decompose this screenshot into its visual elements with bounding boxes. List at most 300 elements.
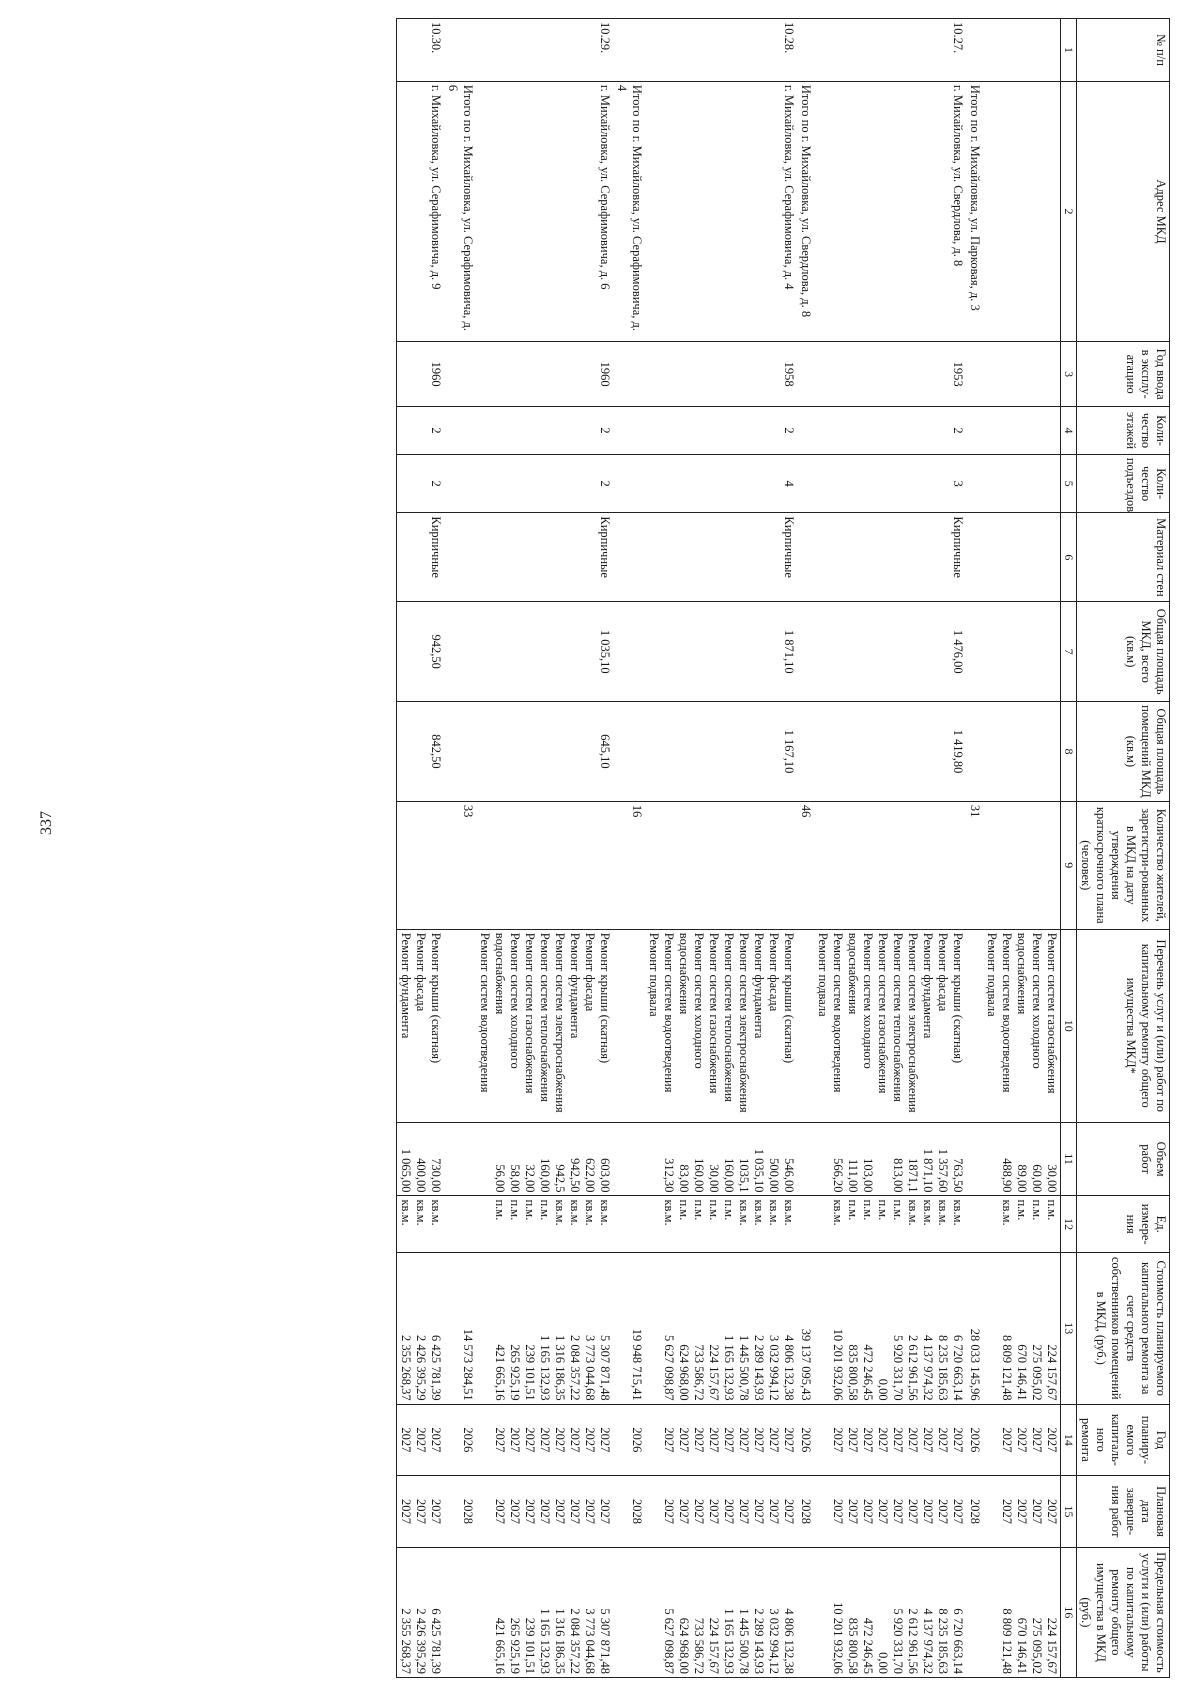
cell-line: 5 920 331,70	[891, 1608, 905, 1674]
cell-line: 5 307 871,48	[598, 1608, 612, 1674]
cell-line: 2027	[1030, 1427, 1044, 1453]
cell-line: 421 665,16	[493, 1344, 507, 1401]
cost-limit	[983, 1547, 1061, 1677]
cell-line: 1 357,60	[936, 1148, 950, 1193]
work-list	[397, 929, 445, 1122]
area-rooms: 1 167,10	[645, 702, 797, 802]
wall-material: Кирпичные	[476, 513, 613, 602]
table-row	[814, 19, 966, 1678]
area-total	[966, 602, 983, 702]
cell-line: Ремонт систем холодного водоснабжения	[846, 932, 875, 1069]
area-rooms	[444, 702, 476, 802]
cell-line: 5 920 331,70	[891, 1335, 905, 1401]
cell-line: 2 612 961,56	[906, 1335, 920, 1401]
cell-line: 2027	[538, 1427, 552, 1453]
area-total	[983, 602, 1061, 702]
wall-material	[966, 513, 983, 602]
cell-line: п.м.	[677, 1199, 691, 1221]
repair-year: 2026	[966, 1404, 983, 1476]
cell-line: 5 627 098,87	[662, 1608, 676, 1674]
cell-line: 6 720 663,14	[951, 1335, 965, 1401]
cell-line: 730,00	[429, 1158, 443, 1193]
header-cell: Количество жителей, зарегистри-рованных в МКД на дату утверждения краткосрочного плана (человек)	[1077, 801, 1170, 929]
entrances	[613, 454, 645, 513]
cell-line: 89,00	[1015, 1164, 1029, 1193]
area-rooms: 645,10	[476, 702, 613, 802]
residents: 31	[966, 801, 983, 929]
year-built	[983, 342, 1061, 407]
cell-line: Ремонт фасада	[936, 932, 950, 1012]
area-rooms	[983, 702, 1061, 802]
total-row	[444, 19, 476, 1678]
cell-line: кв.м.	[782, 1199, 796, 1226]
cell-line: 624 968,00	[677, 1344, 691, 1401]
area-total: 1 476,00	[814, 602, 966, 702]
cell-line: Ремонт систем теплоснабжения	[891, 932, 905, 1102]
area-rooms: 842,50	[397, 702, 445, 802]
address	[983, 81, 1061, 341]
cell-line: 2027	[1045, 1498, 1059, 1524]
work-cost	[814, 1252, 966, 1404]
cost-limit	[613, 1547, 645, 1677]
total-label: Итого по г. Михайловка, ул. Свердлова, д. 8	[797, 81, 814, 341]
cell-line: Ремонт фундамента	[752, 932, 766, 1039]
cell-line: п.м.	[538, 1199, 552, 1221]
residents: 46	[797, 801, 814, 929]
entrances: 2	[397, 454, 445, 513]
cell-line: 2 084 357,22	[568, 1335, 582, 1401]
column-number: 3	[1061, 342, 1077, 407]
work-list	[444, 929, 476, 1122]
cell-line: 3 773 044,68	[583, 1335, 597, 1401]
work-unit	[397, 1196, 445, 1252]
year-built	[797, 342, 814, 407]
cell-line: Ремонт подвала	[816, 932, 830, 1017]
cell-line: 1 165 132,93	[722, 1608, 736, 1674]
cell-line: 2 426 395,29	[414, 1608, 428, 1674]
cell-line: 2027	[846, 1498, 860, 1524]
work-volume	[797, 1122, 814, 1196]
work-list	[613, 929, 645, 1122]
work-volume	[983, 1122, 1061, 1196]
cell-line: 2027	[568, 1427, 582, 1453]
cell-line: 1 165 132,93	[722, 1335, 736, 1401]
floors: 2	[397, 407, 445, 455]
wall-material: Кирпичные	[645, 513, 797, 602]
work-volume	[613, 1122, 645, 1196]
total-cost: 14 573 284,51	[444, 1252, 476, 1404]
cell-line: п.м.	[1045, 1199, 1059, 1221]
work-list	[476, 929, 613, 1122]
cell-line: 2 612 961,56	[906, 1608, 920, 1674]
header-cell: Ед. измере-ния	[1077, 1196, 1170, 1252]
cell-line: Ремонт подвала	[647, 932, 661, 1017]
address: г. Михайловка, ул. Серафимовича, д. 4	[645, 81, 797, 341]
cell-line: Ремонт систем газоснабжения	[523, 932, 537, 1094]
area-total: 942,50	[397, 602, 445, 702]
cell-line: 813,00	[891, 1158, 905, 1193]
cell-line: 2027	[598, 1498, 612, 1524]
cell-line: 2027	[538, 1498, 552, 1524]
cell-line: 2027	[722, 1498, 736, 1524]
work-volume	[814, 1122, 966, 1196]
cell-line: 160,00	[538, 1158, 552, 1193]
cell-line: 2027	[1030, 1498, 1044, 1524]
header-cell: Год ввода в эксплу-атацию	[1077, 342, 1170, 407]
cell-line: Ремонт систем водоотведения	[662, 932, 676, 1093]
column-number: 8	[1061, 702, 1077, 802]
cell-line: 500,00	[767, 1158, 781, 1193]
cell-line: 275 095,02	[1030, 1617, 1044, 1674]
entrances	[797, 454, 814, 513]
cell-line: 670 146,41	[1015, 1617, 1029, 1674]
cell-line: п.м.	[1015, 1199, 1029, 1221]
work-unit	[814, 1196, 966, 1252]
row-number	[966, 19, 983, 82]
cell-line: 2027	[876, 1427, 890, 1453]
cell-line: 265 925,19	[508, 1617, 522, 1674]
total-cost: 19 948 715,41	[613, 1252, 645, 1404]
cell-line: 10 201 932,06	[831, 1328, 845, 1401]
floors	[444, 407, 476, 455]
cell-line: кв.м.	[752, 1199, 766, 1226]
floors: 2	[814, 407, 966, 455]
cell-line: 8 235 185,63	[936, 1335, 950, 1401]
cell-line: кв.м.	[921, 1199, 935, 1226]
cell-line: 3 773 044,68	[583, 1608, 597, 1674]
header-cell: № п/п	[1077, 19, 1170, 82]
cell-line: 2027	[876, 1498, 890, 1524]
cell-line: Ремонт систем электроснабжения	[737, 932, 751, 1113]
cell-line: 2027	[861, 1427, 875, 1453]
entrances	[983, 454, 1061, 513]
entrances	[444, 454, 476, 513]
cell-line: 2 084 357,22	[568, 1608, 582, 1674]
cell-line: 2027	[692, 1498, 706, 1524]
cell-line: 4 806 132,38	[782, 1335, 796, 1401]
area-total	[797, 602, 814, 702]
cell-line: 60,00	[1030, 1164, 1044, 1193]
cell-line: 670 146,41	[1015, 1344, 1029, 1401]
header-cell: Материал стен	[1077, 513, 1170, 602]
cell-line: кв.м.	[583, 1199, 597, 1226]
table-row	[397, 19, 445, 1678]
cell-line: 1 035,10	[752, 1148, 766, 1193]
page-number: 337	[38, 811, 55, 835]
cell-line: п.м.	[861, 1199, 875, 1221]
total-row	[797, 19, 814, 1678]
cell-line: 2027	[493, 1498, 507, 1524]
year-built: 1958	[645, 342, 797, 407]
column-number: 6	[1061, 513, 1077, 602]
cell-line: 8 809 121,48	[1000, 1608, 1014, 1674]
cell-line: Ремонт систем электроснабжения	[906, 932, 920, 1113]
cell-line: кв.м.	[906, 1199, 920, 1226]
cell-line: Ремонт крыши (скатная)	[951, 932, 965, 1064]
cell-line: 835 800,58	[846, 1617, 860, 1674]
cell-line: 3 032 994,12	[767, 1608, 781, 1674]
cell-line: 224 157,67	[1045, 1344, 1059, 1401]
cell-line: кв.м.	[598, 1199, 612, 1226]
cell-line: 2027	[936, 1427, 950, 1453]
cell-line: 400,00	[414, 1158, 428, 1193]
column-number-row	[1061, 19, 1077, 1678]
column-number: 12	[1061, 1196, 1077, 1252]
cell-line: Ремонт систем газоснабжения	[876, 932, 890, 1094]
column-number: 2	[1061, 81, 1077, 341]
cell-line: 2027	[767, 1427, 781, 1453]
cell-line: 2027	[1015, 1498, 1029, 1524]
cell-line: п.м.	[722, 1199, 736, 1221]
end-date: 2028	[966, 1476, 983, 1548]
cell-line: п.м.	[876, 1199, 890, 1221]
year-built: 1960	[476, 342, 613, 407]
cell-line: Ремонт фундамента	[568, 932, 582, 1039]
cell-line: 1 316 186,35	[553, 1335, 567, 1401]
cell-line: 2027	[399, 1427, 413, 1453]
cell-line: Ремонт систем холодного водоснабжения	[493, 932, 522, 1069]
cell-line: 1 871,10	[921, 1148, 935, 1193]
cell-line: 2027	[951, 1498, 965, 1524]
area-total	[444, 602, 476, 702]
cost-limit	[476, 1547, 613, 1677]
cell-line: 2027	[921, 1427, 935, 1453]
end-date: 2028	[613, 1476, 645, 1548]
cell-line: Ремонт систем газоснабжения	[707, 932, 721, 1094]
cell-line: 2027	[568, 1498, 582, 1524]
cell-line: 32,00	[523, 1164, 537, 1193]
cell-line: кв.м.	[1000, 1199, 1014, 1226]
cell-line: 1 165 132,93	[538, 1335, 552, 1401]
cell-line: 2027	[429, 1498, 443, 1524]
area-rooms	[966, 702, 983, 802]
total-label: Итого по г. Михайловка, ул. Серафимовича, д. 4	[613, 81, 645, 341]
cell-line: 2027	[921, 1498, 935, 1524]
cell-line: 2027	[707, 1498, 721, 1524]
total-cost: 28 033 145,96	[966, 1252, 983, 1404]
row-number: 10.28.	[645, 19, 797, 82]
cell-line	[875, 1126, 890, 1193]
residents	[983, 801, 1061, 929]
row-number: 10.29.	[476, 19, 613, 82]
cell-line: кв.м.	[767, 1199, 781, 1226]
end-date	[397, 1476, 445, 1548]
total-row	[613, 19, 645, 1678]
cell-line: 0,00	[876, 1378, 890, 1401]
cell-line: 2027	[936, 1498, 950, 1524]
cost-limit	[397, 1547, 445, 1677]
year-built	[966, 342, 983, 407]
entrances: 2	[476, 454, 613, 513]
cell-line: 5 307 871,48	[598, 1335, 612, 1401]
cell-line: Ремонт систем водоотведения	[831, 932, 845, 1093]
residents	[476, 801, 613, 929]
cell-line: Ремонт систем теплоснабжения	[538, 932, 552, 1102]
cell-line: 2027	[1045, 1427, 1059, 1453]
cell-line: 622,00	[583, 1158, 597, 1193]
column-number: 11	[1061, 1122, 1077, 1196]
work-list	[814, 929, 966, 1122]
area-rooms	[797, 702, 814, 802]
cell-line: 603,00	[598, 1158, 612, 1193]
row-number	[797, 19, 814, 82]
cell-line: 2027	[846, 1427, 860, 1453]
header-cell: Перечень услуг и (или) работ по капитальному ремонту общего имущества МКД*	[1077, 929, 1170, 1122]
cell-line: 2027	[831, 1427, 845, 1453]
cell-line: 2 355 268,37	[399, 1335, 413, 1401]
column-number: 9	[1061, 801, 1077, 929]
cell-line: кв.м.	[936, 1199, 950, 1226]
cost-limit	[966, 1547, 983, 1677]
cell-line: п.м.	[707, 1199, 721, 1221]
column-number: 16	[1061, 1547, 1077, 1677]
cell-line: 2027	[906, 1498, 920, 1524]
cell-line: 2027	[782, 1498, 796, 1524]
repair-year	[645, 1404, 797, 1476]
area-total: 1 871,10	[645, 602, 797, 702]
cell-line: 4 137 974,32	[921, 1335, 935, 1401]
cell-line: 2027	[553, 1498, 567, 1524]
cell-line: 2 289 143,93	[752, 1335, 766, 1401]
wall-material	[613, 513, 645, 602]
column-number: 4	[1061, 407, 1077, 455]
work-volume	[444, 1122, 476, 1196]
cell-line: Ремонт подвала	[985, 932, 999, 1017]
work-list	[983, 929, 1061, 1122]
cell-line: Ремонт систем водоотведения	[1000, 932, 1014, 1093]
cell-line: 2027	[583, 1427, 597, 1453]
cell-line: кв.м.	[737, 1199, 751, 1226]
cell-line: кв.м.	[568, 1199, 582, 1226]
cell-line: кв.м.	[951, 1199, 965, 1226]
row-number	[444, 19, 476, 82]
cell-line: 265 925,19	[508, 1344, 522, 1401]
total-label: Итого по г. Михайловка, ул. Парковая, д. 3	[966, 81, 983, 341]
cell-line: 2027	[951, 1427, 965, 1453]
cell-line: 2027	[523, 1427, 537, 1453]
cell-line: 1 165 132,93	[538, 1608, 552, 1674]
repair-year: 2026	[613, 1404, 645, 1476]
cell-line: 2027	[523, 1498, 537, 1524]
end-date	[814, 1476, 966, 1548]
cell-line: 5 627 098,87	[662, 1335, 676, 1401]
cell-line: п.м.	[1030, 1199, 1044, 1221]
cell-line: 566,20	[831, 1158, 845, 1193]
cell-line: 224 157,67	[707, 1617, 721, 1674]
cell-line: 2027	[677, 1427, 691, 1453]
cell-line: п.м.	[493, 1199, 507, 1221]
wall-material	[797, 513, 814, 602]
cell-line: 2027	[906, 1427, 920, 1453]
cell-line: 2027	[662, 1498, 676, 1524]
column-number: 10	[1061, 929, 1077, 1122]
cell-line: кв.м.	[553, 1199, 567, 1226]
end-date: 2028	[444, 1476, 476, 1548]
table-row	[645, 19, 797, 1678]
cell-line: 103,00	[861, 1158, 875, 1193]
column-number: 13	[1061, 1252, 1077, 1404]
cell-line: 1035,1	[737, 1158, 751, 1193]
cell-line: 224 157,67	[1045, 1617, 1059, 1674]
cell-line: Ремонт фундамента	[921, 932, 935, 1039]
cell-line: п.м.	[692, 1199, 706, 1221]
cell-line: 1 065,00	[399, 1148, 413, 1193]
cell-line: Ремонт систем водоотведения	[478, 932, 492, 1093]
cell-line: 2027	[722, 1427, 736, 1453]
header-row	[1077, 19, 1170, 1678]
cell-line: 2027	[861, 1498, 875, 1524]
cell-line: 2027	[553, 1427, 567, 1453]
cell-line: 2027	[493, 1427, 507, 1453]
work-cost	[397, 1252, 445, 1404]
area-total	[613, 602, 645, 702]
entrances: 4	[645, 454, 797, 513]
cell-line: 58,00	[508, 1164, 522, 1193]
residents	[397, 801, 445, 929]
floors: 2	[476, 407, 613, 455]
repair-year	[983, 1404, 1061, 1476]
cell-line: 421 665,16	[493, 1617, 507, 1674]
year-built: 1953	[814, 342, 966, 407]
cell-line: Ремонт крыши (скатная)	[429, 932, 443, 1064]
address: г. Михайловка, ул. Свердлова, д. 8	[814, 81, 966, 341]
cell-line: 2027	[767, 1498, 781, 1524]
cell-line: 2 426 395,29	[414, 1335, 428, 1401]
cell-line: 239 101,51	[523, 1344, 537, 1401]
column-number: 14	[1061, 1404, 1077, 1476]
cell-line: Ремонт фасада	[414, 932, 428, 1012]
cell-line: кв.м.	[429, 1199, 443, 1226]
row-number	[983, 19, 1061, 82]
cell-line: 546,00	[782, 1158, 796, 1193]
residents	[645, 801, 797, 929]
cell-line: 2027	[831, 1498, 845, 1524]
cell-line: 2027	[707, 1427, 721, 1453]
cell-line: Ремонт систем теплоснабжения	[722, 932, 736, 1102]
cell-line: 2027	[782, 1427, 796, 1453]
header-cell: Объем работ	[1077, 1122, 1170, 1196]
cell-line: 312,30	[662, 1158, 676, 1193]
floors	[983, 407, 1061, 455]
work-list	[966, 929, 983, 1122]
cell-line: 2027	[891, 1498, 905, 1524]
cell-line: 2027	[752, 1498, 766, 1524]
row-number: 10.30.	[397, 19, 445, 82]
header-cell: Адрес МКД	[1077, 81, 1170, 341]
cell-line: Ремонт систем холодного водоснабжения	[1015, 932, 1044, 1069]
cell-line: 2027	[598, 1427, 612, 1453]
cell-line: 2027	[692, 1427, 706, 1453]
cell-line: 4 806 132,38	[782, 1608, 796, 1674]
row-number: 10.27.	[814, 19, 966, 82]
cell-line: 2027	[677, 1498, 691, 1524]
work-cost	[476, 1252, 613, 1404]
work-cost	[983, 1252, 1061, 1404]
cell-line: 56,00	[493, 1164, 507, 1193]
wall-material: Кирпичные	[397, 513, 445, 602]
cell-line: 2027	[1015, 1427, 1029, 1453]
cell-line: кв.м.	[831, 1199, 845, 1226]
entrances	[966, 454, 983, 513]
repair-plan-table	[396, 18, 1170, 1678]
area-rooms	[613, 702, 645, 802]
cell-line: 2027	[1000, 1498, 1014, 1524]
cell-line: Ремонт систем газоснабжения	[1045, 932, 1059, 1094]
cell-line: п.м.	[846, 1199, 860, 1221]
work-volume	[397, 1122, 445, 1196]
year-built: 1960	[397, 342, 445, 407]
cost-limit	[797, 1547, 814, 1677]
